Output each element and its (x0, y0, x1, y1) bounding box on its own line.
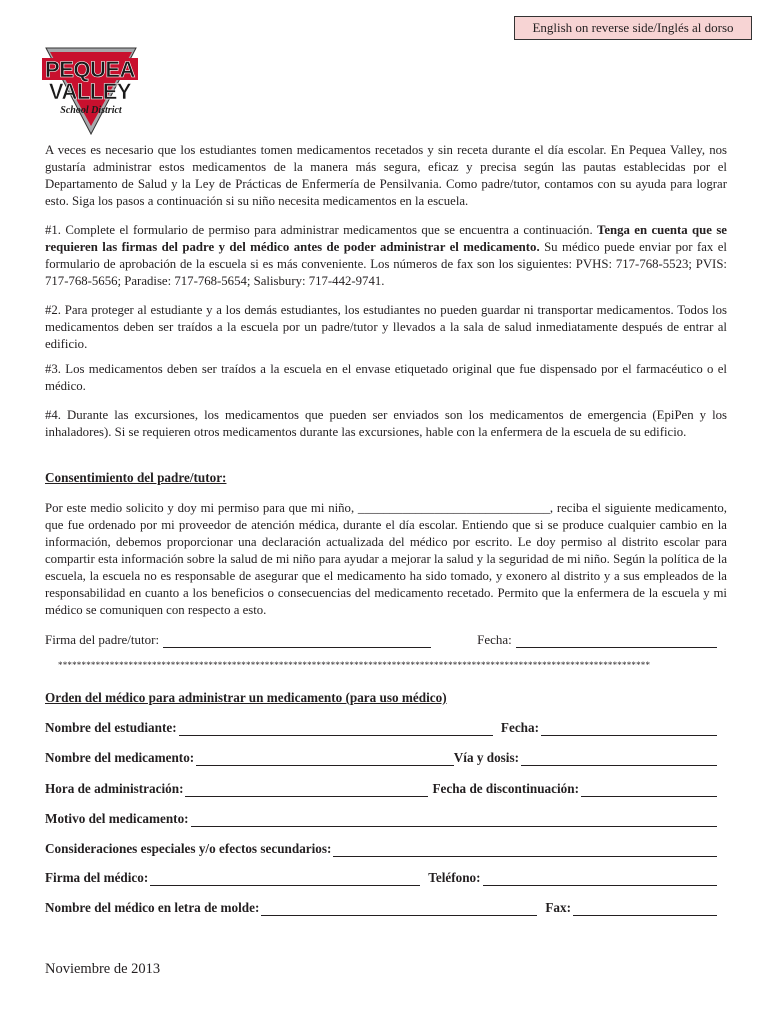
medication-name-label: Nombre del medicamento: (45, 750, 195, 765)
language-note: English on reverse side/Inglés al dorso (532, 20, 734, 35)
student-name-row (45, 720, 717, 736)
step-1-text-end: Su médico puede enviar por fax el formulario de aprobación de la escuela si es más conveniente. Los números de fax son los siguientes: PVHS: 717-768-5523; PVIS: 717-768-5656; Paradise: 717-768-5654; Salisbury: 717-442-9741. (45, 240, 727, 288)
fax-label: Fax: (545, 900, 571, 915)
order-date-line[interactable] (541, 723, 717, 736)
phone-label: Teléfono: (428, 870, 481, 885)
doctor-signature-line[interactable] (150, 873, 420, 886)
doctor-order-heading: Orden del médico para administrar un medicamento (para uso médico) (45, 690, 447, 705)
fax-line[interactable] (573, 903, 717, 916)
doctor-print-name-line[interactable] (261, 903, 537, 916)
parent-date-label: Fecha: (477, 632, 512, 647)
separator-stars: ****************************************************************************************************************************** (58, 660, 651, 670)
consent-paragraph: Por este medio solicito y doy mi permiso para que mi niño, ______________________________, reciba el siguiente medicamento, que fue ordenado por mi proveedor de atención médica, durante el día escolar. Entiendo que si se produce cualquier cambio en la información, debemos proporcionar una declaración actualizada del médico por escrito. Le doy permiso al distrito escolar para compartir esta información sobre la salud de mi niño para ayudar a mejorar la salud y la seguridad de mi niño. Según la política de la escuela, la escuela no es responsable de asegurar que el medicamento ha sido tomado, y exonero al distrito y a sus empleados de la responsabilidad en cuanto a los beneficios o consecuencias del medicamento recetado. Permito que la enfermera de la escuela y mi médico se comuniquen con respecto a esto. (45, 501, 727, 617)
reason-line[interactable] (191, 814, 717, 827)
revision-date: Noviembre de 2013 (45, 961, 161, 977)
reason-row (45, 811, 717, 827)
pequea-valley-logo (40, 44, 140, 136)
doctor-signature-row (45, 870, 717, 886)
discontinue-date-label: Fecha de discontinuación: (432, 781, 579, 796)
route-dose-line[interactable] (521, 753, 717, 766)
phone-line[interactable] (483, 873, 717, 886)
special-considerations-label: Consideraciones especiales y/o efectos secundarios: (45, 841, 332, 856)
reason-label: Motivo del medicamento: (45, 811, 189, 826)
route-dose-label: Vía y dosis: (453, 750, 519, 765)
step-1-text-start: #1. Complete el formulario de permiso para administrar medicamentos que se encuentra a continuación. (45, 223, 597, 237)
admin-time-label: Hora de administración: (45, 781, 184, 796)
step-4-paragraph: #4. Durante las excursiones, los medicamentos que pueden ser enviados son los medicamentos de emergencia (EpiPen y los inhaladores). Si se requieren otros medicamentos durante las excursiones, hable con la enfermera de la escuela de su edificio. (45, 408, 727, 439)
doctor-print-name-row (45, 900, 717, 916)
discontinue-date-line[interactable] (581, 784, 717, 797)
step-1-paragraph (45, 222, 727, 290)
special-considerations-line[interactable] (333, 844, 717, 857)
doctor-print-name-label: Nombre del médico en letra de molde: (45, 900, 260, 915)
intro-paragraph: A veces es necesario que los estudiantes tomen medicamentos recetados y sin receta durante el día escolar. En Pequea Valley, nos gustaría administrar estos medicamentos de la manera más segura, eficaz y precisa según las pautas establecidas por el Departamento de Salud y la Ley de Prácticas de Enfermería de Pensilvania. Como padre/tutor, contamos con su ayuda para lograr esto. Siga los pasos a continuación si su niño necesita medicamentos en la escuela. (45, 143, 727, 208)
step-1-bold-note: Tenga en cuenta que se requieren las firmas del padre y del médico antes de poder administrar el medicamento. (45, 223, 727, 254)
language-note-box (514, 16, 752, 40)
medication-name-line[interactable] (196, 753, 454, 766)
parent-date-line[interactable] (516, 635, 717, 648)
special-considerations-row (45, 841, 717, 857)
administration-row (45, 781, 717, 797)
consent-heading: Consentimiento del padre/tutor: (45, 470, 227, 485)
parent-signature-row (45, 632, 727, 648)
step-3-paragraph: #3. Los medicamentos deben ser traídos a la escuela en el envase etiquetado original que fue dispensado por el farmacéutico o el médico. (45, 362, 727, 393)
admin-time-line[interactable] (185, 784, 428, 797)
parent-signature-label: Firma del padre/tutor: (45, 632, 160, 647)
logo-line-3: School District (60, 105, 122, 116)
logo-line-1: PEQUEA (45, 57, 135, 82)
medication-row (45, 750, 717, 766)
step-2-paragraph: #2. Para proteger al estudiante y a los demás estudiantes, los estudiantes no pueden guardar ni transportar medicamentos. Todos los medicamentos deben ser traídos a la escuela por un padre/tutor y llevados a la sala de salud inmediatamente después de entrar al edificio. (45, 303, 727, 351)
doctor-signature-label: Firma del médico: (45, 870, 149, 885)
logo-line-2: VALLEY (48, 79, 132, 104)
student-name-label: Nombre del estudiante: (45, 720, 177, 735)
parent-signature-line[interactable] (163, 635, 431, 648)
order-date-label: Fecha: (500, 720, 539, 735)
student-name-line[interactable] (179, 723, 493, 736)
